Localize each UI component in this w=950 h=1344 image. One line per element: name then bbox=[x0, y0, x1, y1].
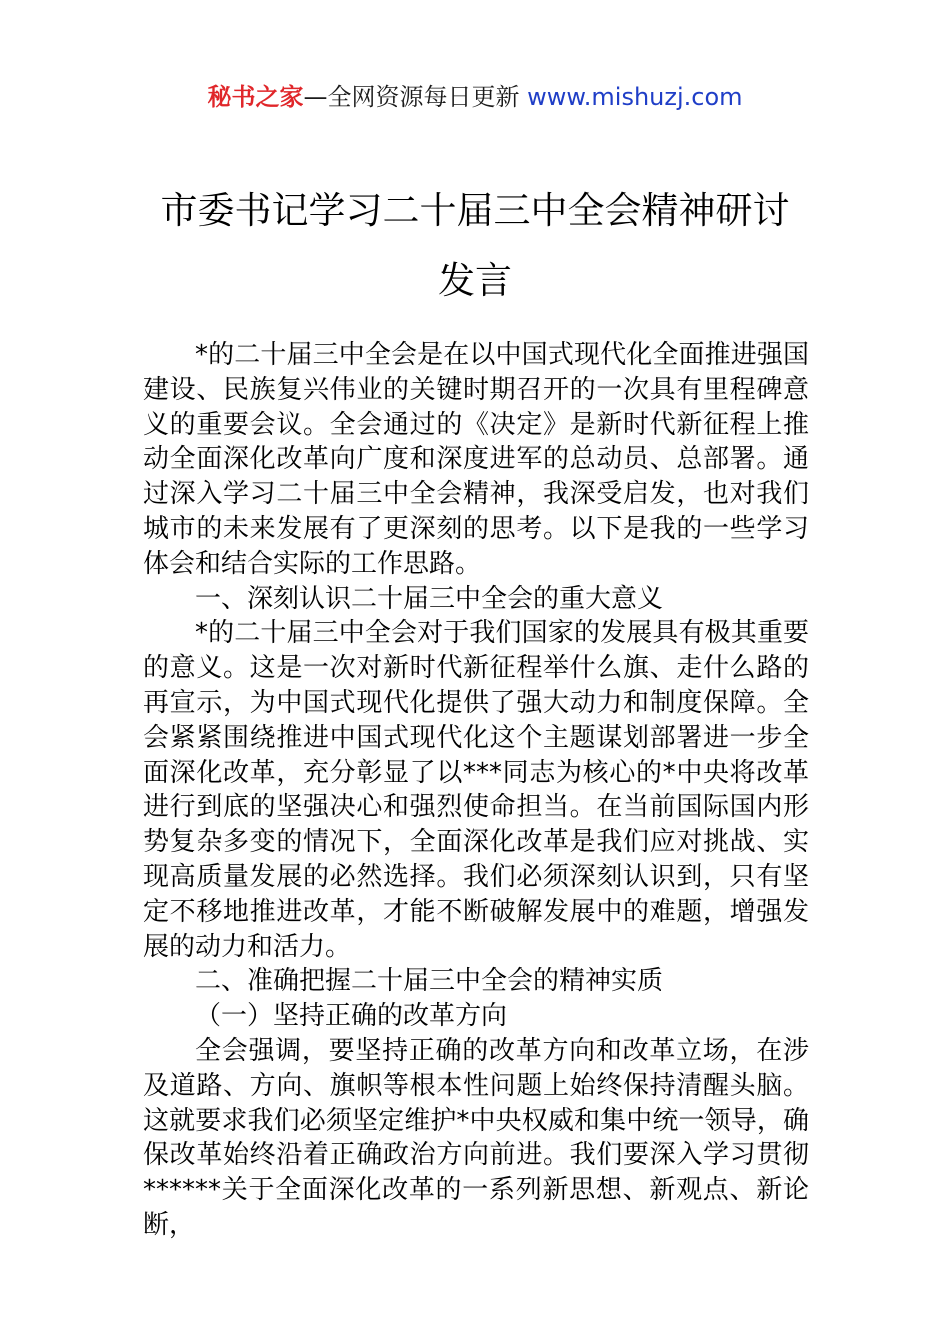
section-heading-2: 二、准确把握二十届三中全会的精神实质 bbox=[195, 966, 664, 997]
title-line-2: 发言 bbox=[438, 259, 512, 302]
document-body bbox=[143, 338, 809, 1243]
site-header bbox=[0, 80, 950, 114]
paragraph-significance: *的二十届三中全会对于我们国家的发展具有极其重要的意义。这是一次对新时代新征程举什么旗、走什么路的再宣示，为中国式现代化提供了强大动力和制度保障。全会紧紧围绕推进中国式现代化这个主题谋划部署进一步全面深化改革，充分彰显了以***同志为核心的*中央将改革进行到底的坚强决心和强烈使命担当。在当前国际国内形势复杂多变的情况下，全面深化改革是我们应对挑战、实现高质量发展的必然选择。我们必须深刻认识到，只有坚定不移地推进改革，才能不断破解发展中的难题，增强发展的动力和活力。 bbox=[143, 618, 809, 962]
section-heading-1: 一、深刻认识二十届三中全会的重大意义 bbox=[195, 583, 664, 614]
title-line-1: 市委书记学习二十届三中全会精神研讨 bbox=[160, 189, 790, 232]
site-slogan: —全网资源每日更新 bbox=[303, 83, 520, 111]
subsection-heading-1: （一）坚持正确的改革方向 bbox=[195, 1001, 508, 1032]
paragraph-intro: *的二十届三中全会是在以中国式现代化全面推进强国建设、民族复兴伟业的关键时期召开的一次具有里程碑意义的重要会议。全会通过的《决定》是新时代新征程上推动全面深化改革向广度和深度进军的总动员、总部署。通过深入学习二十届三中全会精神，我深受启发，也对我们城市的未来发展有了更深刻的思考。以下是我的一些学习体会和结合实际的工作思路。 bbox=[143, 340, 809, 579]
site-url-link[interactable]: www.mishuzj.com bbox=[527, 83, 743, 111]
paragraph-reform-direction: 全会强调，要坚持正确的改革方向和改革立场，在涉及道路、方向、旗帜等根本性问题上始终保持清醒头脑。这就要求我们必须坚定维护*中央权威和集中统一领导，确保改革始终沿着正确政治方向前进。我们要深入学习贯彻******关于全面深化改革的一系列新思想、新观点、新论断， bbox=[143, 1035, 809, 1240]
document-title bbox=[0, 176, 950, 316]
site-brand: 秘书之家 bbox=[207, 83, 304, 111]
